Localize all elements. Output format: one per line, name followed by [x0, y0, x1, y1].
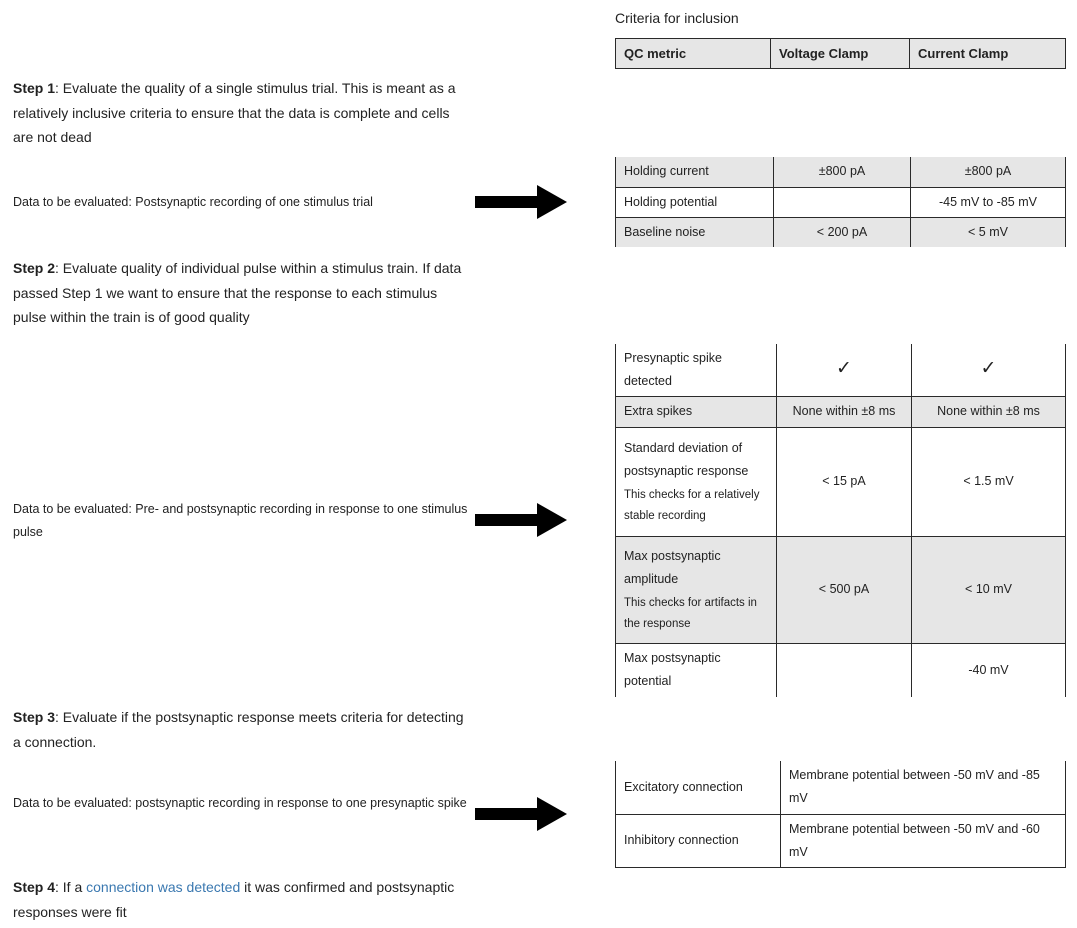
step2-arrow-icon — [475, 503, 567, 537]
step3-eval-text: Data to be evaluated: postsynaptic recording in response to one presynaptic spike — [13, 796, 467, 810]
table-row — [616, 427, 1066, 536]
metric-label: Max postsynaptic amplitude — [624, 548, 721, 586]
table-row — [616, 187, 1066, 217]
step4-text-after: it was confirmed and postsynaptic responses were fit — [13, 879, 455, 920]
metric-cell: Baseline noise — [616, 217, 774, 247]
step4-description — [13, 875, 468, 924]
voltage-clamp-cell: ±800 pA — [774, 157, 911, 187]
current-clamp-cell: ±800 pA — [911, 157, 1066, 187]
voltage-clamp-cell — [777, 643, 912, 697]
table-row — [616, 643, 1066, 697]
connection-type-cell: Inhibitory connection — [616, 814, 781, 867]
step2-eval-text: Data to be evaluated: Pre- and postsynaptic recording in response to one stimulus pulse — [13, 502, 468, 539]
metric-cell: Extra spikes — [616, 396, 777, 427]
voltage-clamp-cell: < 500 pA — [777, 536, 912, 643]
connection-type-cell: Excitatory connection — [616, 761, 781, 814]
step1-text: : Evaluate the quality of a single stimulus trial. This is meant as a relatively inclusive criteria to ensure that the data is complete and cells are not dead — [13, 80, 456, 145]
step3-text: : Evaluate if the postsynaptic response meets criteria for detecting a connection. — [13, 709, 464, 750]
table-row — [616, 157, 1066, 187]
current-clamp-cell: None within ±8 ms — [912, 396, 1066, 427]
metric-label: Standard deviation of postsynaptic response — [624, 440, 749, 478]
header-current-clamp: Current Clamp — [910, 39, 1066, 69]
step3-label: Step 3 — [13, 709, 56, 725]
step1-label: Step 1 — [13, 80, 56, 96]
voltage-clamp-cell: < 200 pA — [774, 217, 911, 247]
current-clamp-check-icon: ✓ — [980, 358, 997, 380]
metric-cell: Holding potential — [616, 187, 774, 217]
header-voltage-clamp: Voltage Clamp — [771, 39, 910, 69]
step2-table — [615, 344, 1066, 697]
step2-label: Step 2 — [13, 260, 56, 276]
metric-note: This checks for a relatively stable recording — [624, 488, 760, 522]
header-qc-metric: QC metric — [616, 39, 771, 69]
table-row — [616, 536, 1066, 643]
connection-detected-link[interactable]: connection was detected — [86, 879, 241, 895]
metric-cell: Presynaptic spike detected — [616, 344, 777, 396]
step2-text: : Evaluate quality of individual pulse within a stimulus train. If data passed Step 1 we want to ensure that the response to each stimulus pulse within the train is of good quality — [13, 260, 462, 325]
voltage-clamp-cell: < 15 pA — [777, 427, 912, 536]
criteria-title: Criteria for inclusion — [615, 10, 739, 26]
step1-table — [615, 157, 1066, 247]
voltage-clamp-check-icon: ✓ — [836, 358, 852, 380]
table-row — [616, 217, 1066, 247]
step4-text-before: : If a — [55, 879, 87, 895]
connection-criterion-cell: Membrane potential between -50 mV and -85 mV — [781, 761, 1066, 814]
step4-label: Step 4 — [13, 879, 56, 895]
current-clamp-cell: -40 mV — [912, 643, 1066, 697]
step1-description — [13, 76, 468, 150]
step1-eval-text: Data to be evaluated: Postsynaptic recording of one stimulus trial — [13, 195, 373, 209]
voltage-clamp-cell: None within ±8 ms — [777, 396, 912, 427]
step3-arrow-icon — [475, 797, 567, 831]
connection-criterion-cell: Membrane potential between -50 mV and -60 mV — [781, 814, 1066, 867]
step3-description — [13, 705, 468, 754]
step3-table — [615, 761, 1066, 868]
table-row — [616, 761, 1066, 814]
table-row — [616, 814, 1066, 867]
step2-description — [13, 256, 468, 330]
current-clamp-cell: < 10 mV — [912, 536, 1066, 643]
metric-note: This checks for artifacts in the response — [624, 596, 757, 630]
metric-cell: Max postsynaptic potential — [616, 643, 777, 697]
step1-arrow-icon — [475, 185, 567, 219]
criteria-header-table — [615, 38, 1066, 69]
current-clamp-cell: < 1.5 mV — [912, 427, 1066, 536]
table-row — [616, 396, 1066, 427]
current-clamp-cell: < 5 mV — [911, 217, 1066, 247]
current-clamp-cell: -45 mV to -85 mV — [911, 187, 1066, 217]
table-row — [616, 344, 1066, 396]
metric-cell: Holding current — [616, 157, 774, 187]
voltage-clamp-cell — [774, 187, 911, 217]
